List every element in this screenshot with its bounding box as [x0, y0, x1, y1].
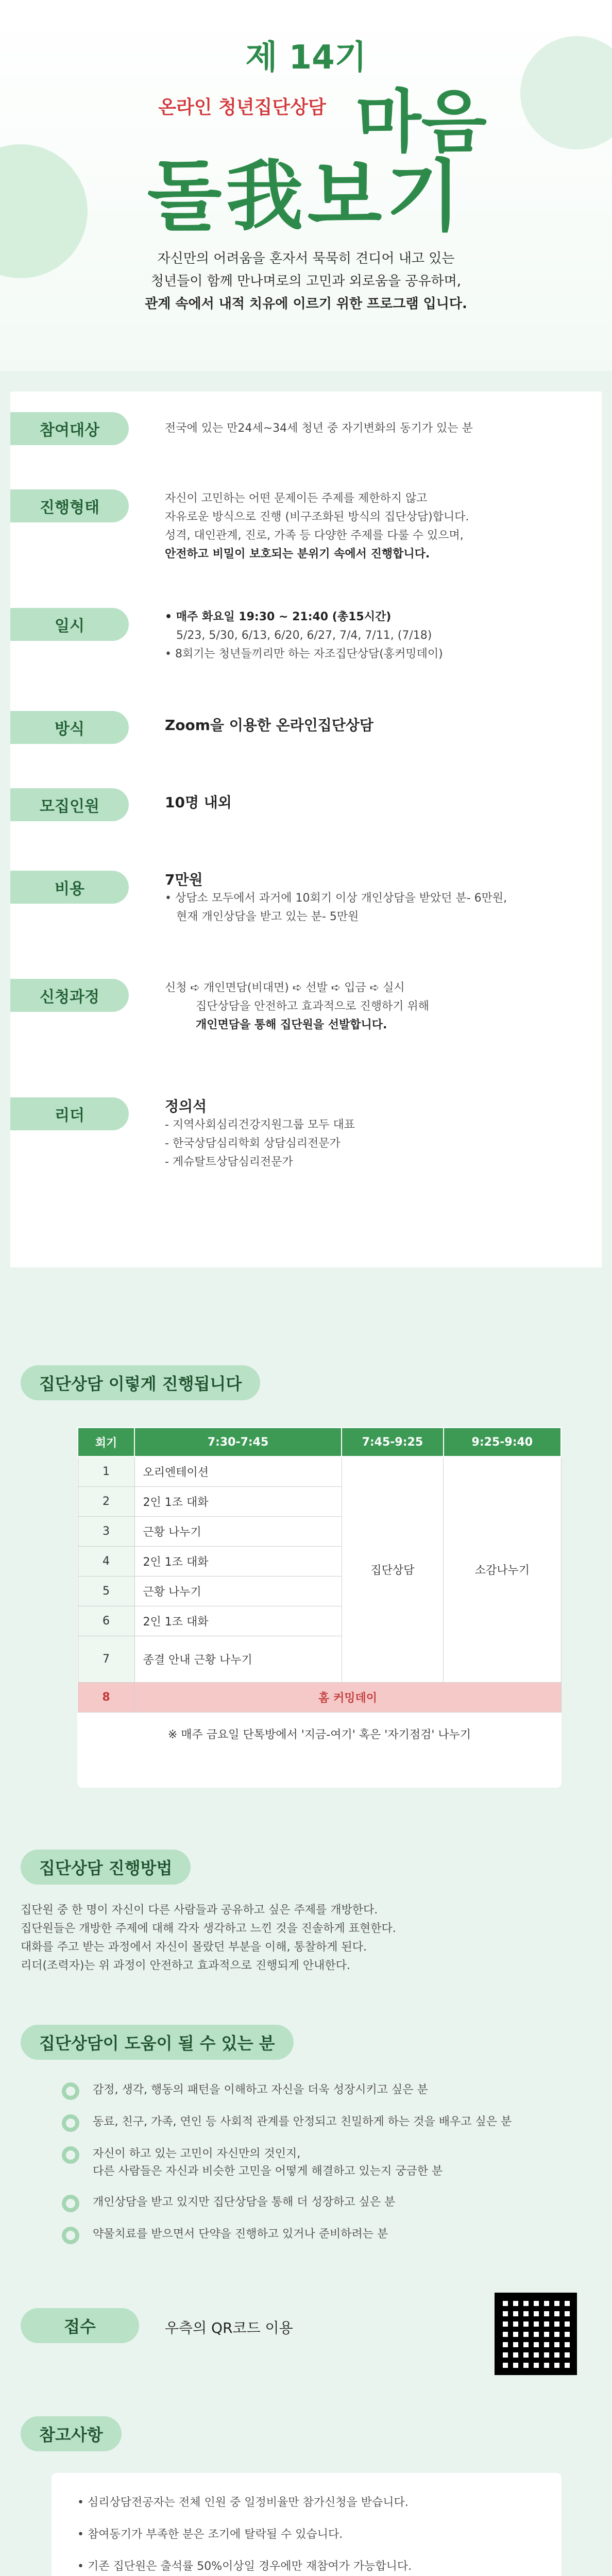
- label-leader: 리더: [10, 1097, 129, 1130]
- cost-text: 7만원 • 상담소 모두에서 과거에 10회기 이상 개인상담을 받았던 분- 6만원, 현재 개인상담을 받고 있는 분- 5만원: [165, 871, 507, 923]
- circle-icon: [62, 2195, 79, 2212]
- apply-label: 접수: [21, 2308, 139, 2343]
- method-heading: 집단상담 진행방법: [21, 1850, 191, 1885]
- list-item: 감정, 생각, 행동의 패턴을 이해하고 자신을 더욱 성장시키고 싶은 분: [62, 2081, 587, 2100]
- target-text: 전국에 있는 만24세~34세 청년 중 자기변화의 동기가 있는 분: [165, 422, 473, 435]
- list-item: 개인상담을 받고 있지만 집단상담을 통해 더 성장하고 싶은 분: [62, 2194, 587, 2212]
- table-row: 6 2인 1조 대화: [78, 1606, 561, 1636]
- hero-word2: 돌我보기: [147, 152, 465, 242]
- label-capacity: 모집인원: [10, 788, 129, 821]
- list-item: 동료, 친구, 가족, 연인 등 사회적 관계를 안정되고 친밀하게 하는 것을 배우고 싶은 분: [62, 2113, 587, 2132]
- help-heading: 집단상담이 도움이 될 수 있는 분: [21, 2025, 294, 2060]
- circle-icon: [62, 2114, 79, 2132]
- help-list: [62, 2081, 587, 2258]
- table-row: 3 근황 나누기: [78, 1516, 561, 1546]
- table-row: 1 오리엔테이션 집단상담 소감나누기: [78, 1456, 561, 1486]
- method-text: 집단원 중 한 명이 자신이 다른 사람들과 공유하고 싶은 주제를 개방한다. 집단원들은 개방한 주제에 대해 각자 생각하고 느낀 것을 진솔하게 표현한다. 대화를 주고 받는 과정에서 자신이 몰랐던 부분을 이해, 통찰하게 된다. 리더(조력자)는 위 과정이 안전하고 효과적으로 진행되게 안내한다.: [21, 1904, 396, 1972]
- hero-word1: 마음: [355, 82, 487, 162]
- circle-icon: [62, 2082, 79, 2100]
- capacity-text: 10명 내외: [165, 794, 232, 811]
- label-date: 일시: [10, 608, 129, 641]
- circle-icon: [62, 2146, 79, 2164]
- th-time1: 7:30-7:45: [134, 1428, 342, 1456]
- circle-icon: [62, 2227, 79, 2244]
- format-text: 자신이 고민하는 어떤 문제이든 주제를 제한하지 않고 자유로운 방식으로 진행 (비구조화된 방식의 집단상담)합니다. 성격, 대인관계, 진로, 가족 등 다양한 주제를 다룰 수 있으며, 안전하고 비밀이 보호되는 분위기 속에서 진행합니다.: [165, 492, 469, 561]
- schedule-note: ※ 매주 금요일 단톡방에서 '지금-여기' 혹은 '자기점검' 나누기: [167, 1728, 471, 1741]
- refer-heading: 참고사항: [21, 2416, 122, 2451]
- table-row: 2 2인 1조 대화: [78, 1486, 561, 1516]
- date-text: • 매주 화요일 19:30 ~ 21:40 (총15시간) 5/23, 5/30, 6/13, 6/20, 6/27, 7/4, 7/11, (7/18) • 8회기는 청년들끼리만 하는 자조집단상담(홍커밍데이): [165, 611, 443, 660]
- label-apply-process: 신청과정: [10, 979, 129, 1012]
- schedule-table: [77, 1427, 562, 1713]
- label-method: 방식: [10, 711, 129, 744]
- hero-subtitle: 온라인 청년집단상담: [158, 97, 326, 118]
- th-session: 회기: [78, 1428, 134, 1456]
- list-item: 약물치료를 받으면서 단약을 진행하고 있거나 준비하려는 분: [62, 2226, 587, 2244]
- schedule-heading: 집단상담 이렇게 진행됩니다: [21, 1365, 260, 1400]
- table-row: 7 종결 안내 근황 나누기: [78, 1636, 561, 1682]
- session-title: 제 14기: [245, 39, 367, 77]
- apply-process-text: 신청 ➪ 개인면담(비대면) ➪ 선발 ➪ 입금 ➪ 실시 집단상담을 안전하고 효과적으로 진행하기 위해 개인면담을 통해 집단원을 선발합니다.: [165, 981, 430, 1031]
- leader-text: 정의석 - 지역사회심리건강지원그룹 모두 대표 - 한국상담심리학회 상담심리전문가 - 게슈탈트상담심리전문가: [165, 1098, 355, 1168]
- apply-text: 우측의 QR코드 이용: [165, 2319, 293, 2336]
- intro-text: 자신만의 어려움을 혼자서 묵묵히 견디어 내고 있는 청년들이 함께 만나며로의 고민과 외로움을 공유하며, 관계 속에서 내적 치유에 이르기 위한 프로그램 입니다.: [145, 251, 467, 312]
- schedule-table-card: [77, 1427, 562, 1788]
- label-cost: 비용: [10, 871, 129, 904]
- list-item: • 기존 집단원은 출석률 50%이상일 경우에만 재참여가 가능합니다.: [77, 2557, 536, 2576]
- refer-card: [52, 2473, 562, 2576]
- table-row: 4 2인 1조 대화: [78, 1546, 561, 1576]
- label-target: 참여대상: [10, 412, 129, 445]
- list-item: • 참여동기가 부족한 분은 조기에 탈락될 수 있습니다.: [77, 2526, 536, 2544]
- qr-code-icon[interactable]: [495, 2293, 577, 2375]
- table-row-homecoming: 8 홈 커밍데이: [78, 1682, 561, 1712]
- list-item: 자신이 하고 있는 고민이 자신만의 것인지, 다른 사람들은 자신과 비슷한 고민을 어떻게 해결하고 있는지 궁금한 분: [62, 2145, 587, 2180]
- list-item: • 심리상담전공자는 전체 인원 중 일정비율만 참가신청을 받습니다.: [77, 2494, 536, 2512]
- label-format: 진행형태: [10, 489, 129, 522]
- info-card: [10, 392, 602, 1267]
- th-time3: 9:25-9:40: [444, 1428, 561, 1456]
- th-time2: 7:45-9:25: [342, 1428, 444, 1456]
- method-text: Zoom을 이용한 온라인집단상담: [165, 717, 373, 734]
- table-row: 5 근황 나누기: [78, 1576, 561, 1606]
